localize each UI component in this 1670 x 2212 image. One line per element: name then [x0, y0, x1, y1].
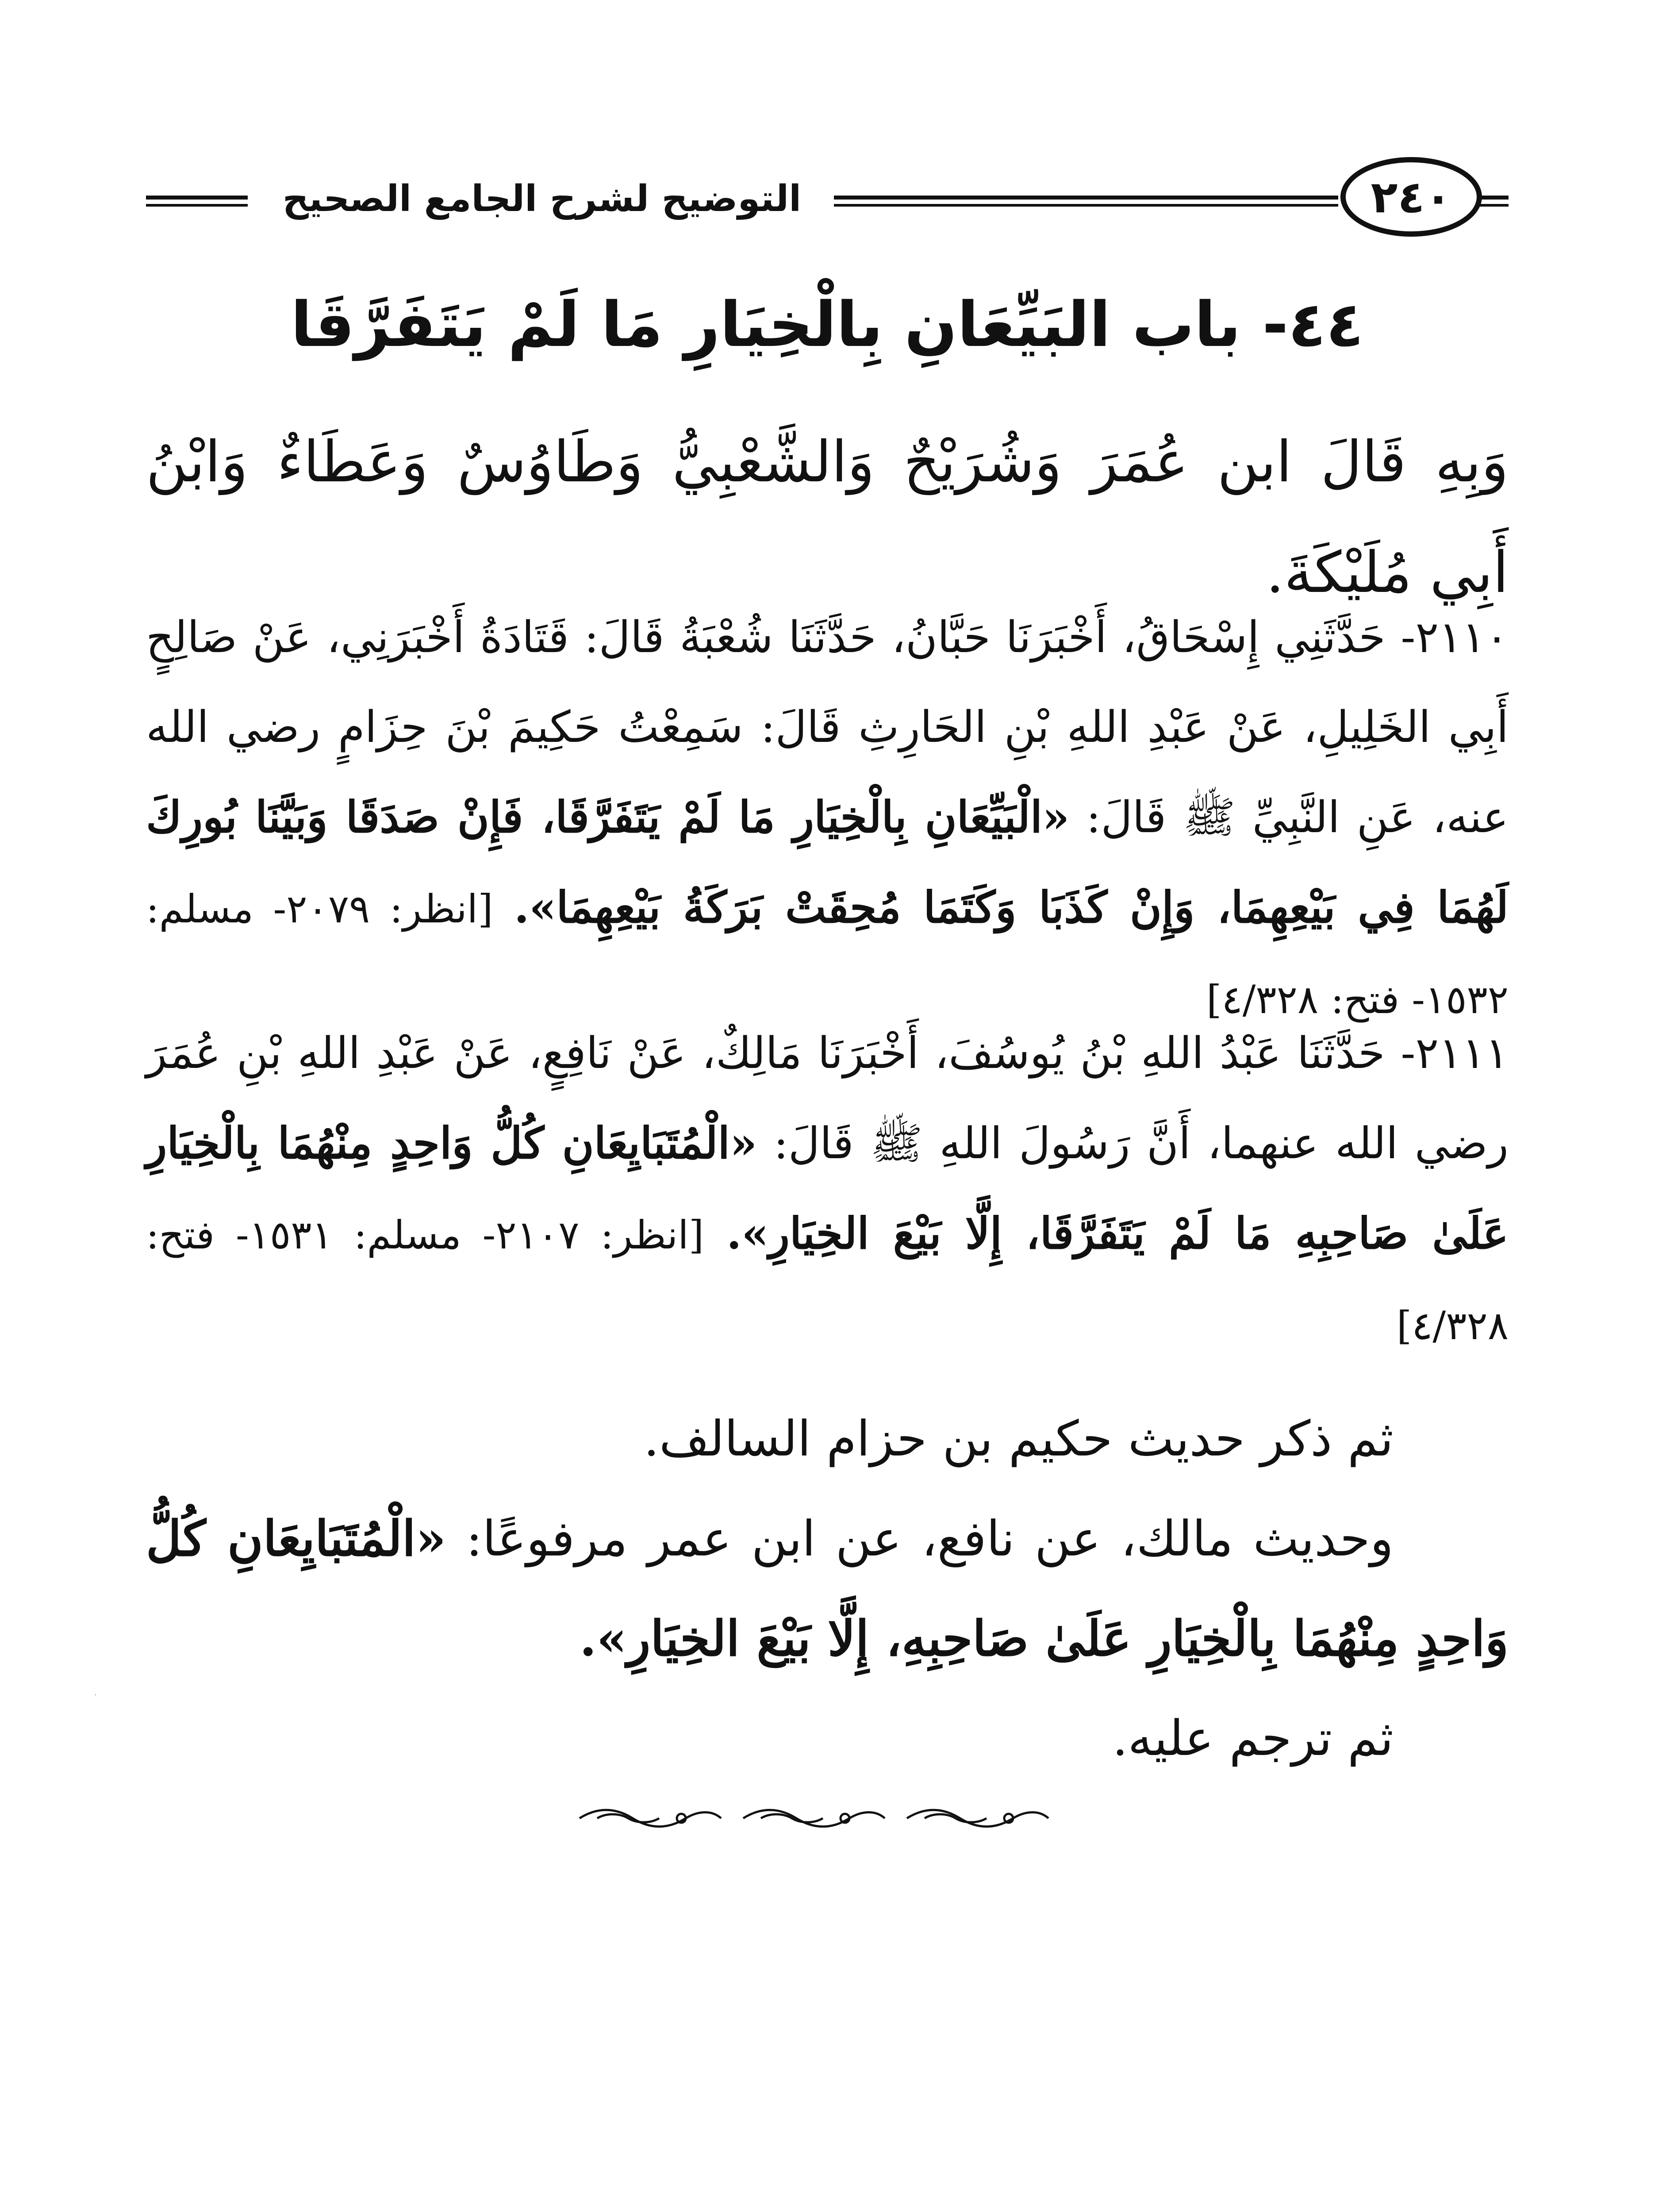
intro-text: وَبِهِ قَالَ ابن عُمَرَ وَشُرَيْحٌ وَالشَّعْبِيُّ وَطَاوُسٌ وَعَطَاءٌ وَابْنُ أَبِي مُلَيْكَةَ. [146, 429, 1509, 606]
margin-mark [95, 1694, 96, 1695]
commentary [146, 1389, 1509, 1788]
chapter-heading: ٤٤- باب البَيِّعَانِ بِالْخِيَارِ مَا لَمْ يَتَفَرَّقَا [291, 289, 1364, 361]
commentary-line-3: ثم ترجم عليه. [1112, 1710, 1394, 1767]
hadith-reference: [انظر: ٢٠٧٩- مسلم: ١٥٣٢- فتح: ٤/٣٢٨] [146, 886, 1509, 1022]
commentary-line-1: ثم ذكر حديث حكيم بن حزام السالف. [644, 1410, 1394, 1467]
page-number: ٢٤٠ [1340, 157, 1482, 237]
header-rule-left [146, 196, 248, 207]
running-title: التوضيح لشرح الجامع الصحيح [282, 178, 802, 220]
hadith-2111 [146, 1009, 1509, 1371]
floral-divider-icon [571, 1805, 1057, 1832]
header-rule-middle [834, 196, 1338, 207]
running-header [146, 146, 1509, 252]
hadith-isnad: ٢١١١- حَدَّثَنَا عَبْدُ اللهِ بْنُ يُوسُفَ، أَخْبَرَنَا مَالِكٌ، عَنْ نَافِعٍ، عَنْ عَبْدِ اللهِ بْنِ عُمَرَ رضي الله عنهما، أَنَّ رَسُولَ اللهِ ﷺ قَالَ: [146, 1028, 1509, 1169]
hadith-2110 [146, 593, 1509, 1045]
hadith-matn: «الْمُتَبَايِعَانِ كُلُّ وَاحِدٍ مِنْهُمَا بِالْخِيَارِ عَلَىٰ صَاحِبِهِ مَا لَمْ يَتَفَرَّقَا، إِلَّا بَيْعَ الخِيَارِ». [146, 1118, 1509, 1259]
hadith-matn: «الْبَيِّعَانِ بِالْخِيَارِ مَا لَمْ يَتَفَرَّقَا، فَإِنْ صَدَقَا وَبَيَّنَا بُورِكَ لَهُمَا فِي بَيْعِهِمَا، وَإِنْ كَذَبَا وَكَتَمَا مُحِقَتْ بَرَكَةُ بَيْعِهِمَا». [146, 792, 1509, 933]
hadith-reference: [انظر: ٢١٠٧- مسلم: ١٥٣١- فتح: ٤/٣٢٨] [146, 1212, 1509, 1348]
commentary-quote: «الْمُتَبَايِعَانِ كُلُّ وَاحِدٍ مِنْهُمَا بِالْخِيَارِ عَلَىٰ صَاحِبِهِ، إِلَّا بَيْعَ الخِيَارِ». [146, 1510, 1509, 1667]
hadith-isnad: ٢١١٠- حَدَّثَنِي إِسْحَاقُ، أَخْبَرَنَا حَبَّانُ، حَدَّثَنَا شُعْبَةُ قَالَ: قَتَادَةُ أَخْبَرَنِي، عَنْ صَالِحٍ أَبِي الخَلِيلِ، عَنْ عَبْدِ اللهِ بْنِ الحَارِثِ قَالَ: سَمِعْتُ حَكِيمَ بْنَ حِزَامٍ رضي الله عنه، عَنِ النَّبِيِّ ﷺ قَالَ: [146, 612, 1509, 843]
commentary-line-2 [146, 1489, 1509, 1689]
header-rule-right [1478, 196, 1509, 207]
commentary-text: وحديث مالك، عن نافع، عن ابن عمر مرفوعًا: [466, 1510, 1394, 1567]
